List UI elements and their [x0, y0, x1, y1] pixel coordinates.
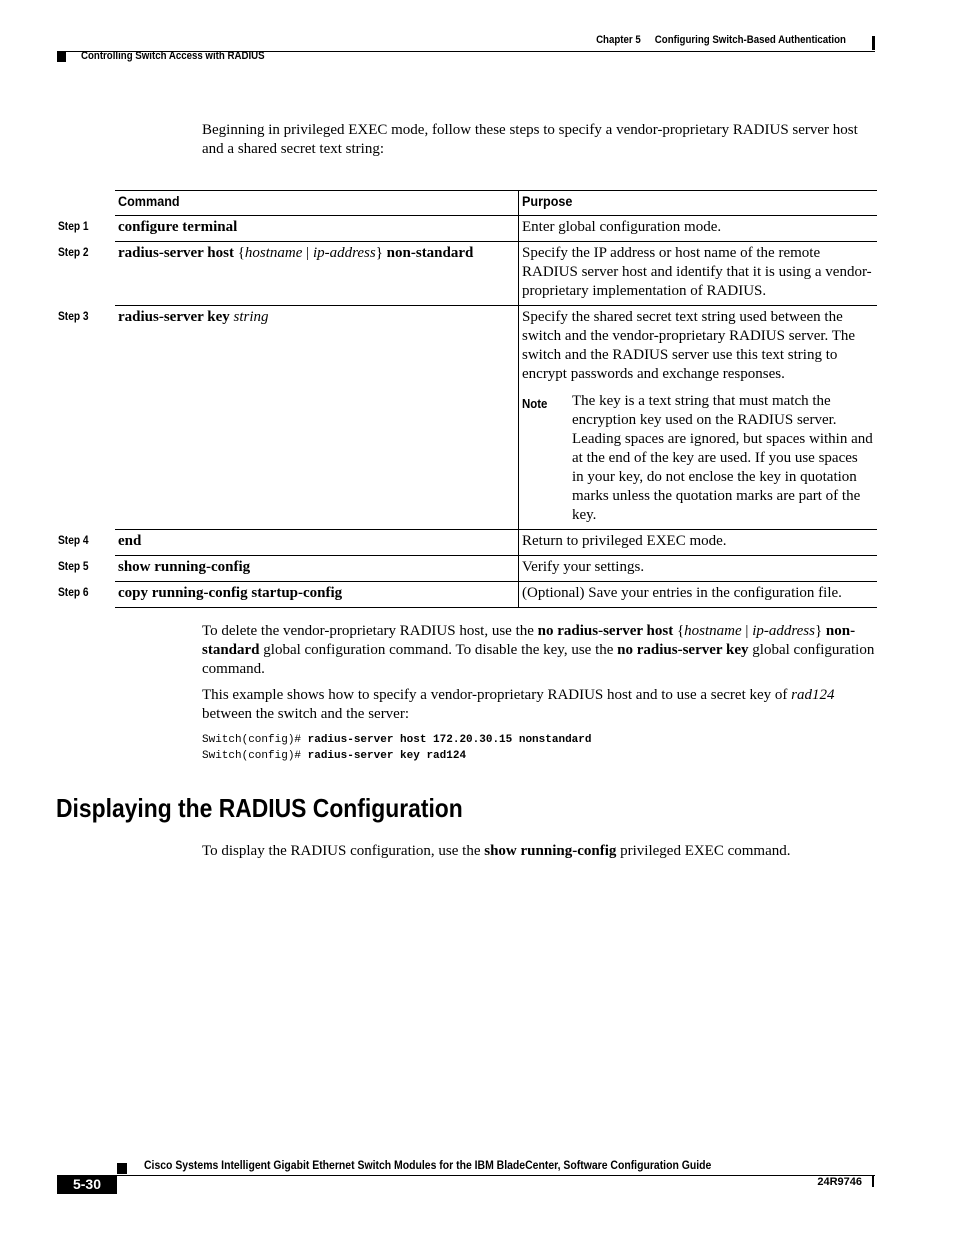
footer-marker [117, 1163, 127, 1174]
purpose-text: Return to privileged EXEC mode. [522, 533, 727, 549]
section-heading: Displaying the RADIUS Configuration [56, 793, 463, 823]
table-row [58, 529, 877, 555]
chapter-number: Chapter 5 [596, 34, 641, 46]
column-header-command: Command [118, 193, 180, 209]
header-marker [57, 51, 66, 62]
step-label: Step 4 [58, 533, 89, 547]
table-bottom-rule [115, 607, 877, 608]
table-header-row [115, 190, 877, 215]
display-paragraph: To display the RADIUS configuration, use the show running-config privileged EXEC command. [202, 843, 791, 859]
column-header-purpose: Purpose [522, 193, 573, 209]
example-paragraph: This example shows how to specify a vendor-proprietary RADIUS host and to use a secret key of rad124 between the switch and the server: [202, 687, 835, 722]
running-header-section: Controlling Switch Access with RADIUS [81, 50, 265, 62]
page-number: 5-30 [57, 1175, 117, 1194]
footer-title: Cisco Systems Intelligent Gigabit Ethernet Switch Modules for the IBM BladeCenter, Software Configuration Guide [144, 1158, 712, 1172]
purpose-text: Verify your settings. [522, 559, 645, 575]
step-label: Step 5 [58, 559, 89, 573]
purpose-text: Specify the shared secret text string used between the switch and the vendor-proprietary RADIUS server. The switch and the RADIUS server use this text string to encrypt passwords and exchange responses. [522, 309, 856, 382]
step-label: Step 6 [58, 585, 89, 599]
command-text: copy running-config startup-config [118, 585, 343, 601]
chapter-title: Configuring Switch-Based Authentication [654, 34, 846, 46]
note-label: Note [522, 396, 548, 411]
command-text: radius-server key string [115, 306, 519, 529]
step-label: Step 2 [58, 245, 89, 259]
delete-paragraph: To delete the vendor-proprietary RADIUS host, use the no radius-server host {hostname | ip-address} non-standard global configuration command. To disable the key, use the no radius-server key global configuration command. [202, 623, 875, 677]
header-bar [872, 36, 875, 50]
command-table [58, 190, 877, 608]
purpose-text: Specify the IP address or host name of the remote RADIUS server host and identify that it is using a vendor-proprietary implementation of RADIUS. [522, 245, 872, 299]
document-number: 24R9746 [817, 1176, 862, 1188]
code-line: Switch(config)# radius-server host 172.20.30.15 nonstandard [202, 734, 592, 746]
purpose-text: Enter global configuration mode. [522, 219, 722, 235]
note [522, 392, 873, 525]
command-text: end [118, 533, 142, 549]
intro-paragraph: Beginning in privileged EXEC mode, follow these steps to specify a vendor-proprietary RADIUS server host and a shared secret text string: [202, 122, 858, 157]
footer-bar [872, 1175, 874, 1187]
step-label: Step 3 [58, 309, 89, 323]
purpose-text: (Optional) Save your entries in the configuration file. [522, 585, 842, 601]
table-row [58, 215, 877, 241]
table-row [58, 555, 877, 581]
command-text: show running-config [118, 559, 251, 575]
table-row [58, 241, 877, 305]
note-text: The key is a text string that must match the encryption key used on the RADIUS server. Leading spaces are ignored, but spaces within and at the end of the key are used. If you use spaces in your key, do not enclose the key in quotation marks unless the quotation marks are part of the key. [572, 393, 873, 523]
code-line: Switch(config)# radius-server key rad124 [202, 750, 467, 762]
command-text: configure terminal [118, 219, 238, 235]
step-label: Step 1 [58, 219, 89, 233]
table-row [58, 581, 877, 607]
table-row [58, 305, 877, 529]
footer-rule [57, 1175, 875, 1176]
command-text: radius-server host {hostname | ip-address} non-standard [115, 242, 519, 305]
running-header-chapter [596, 34, 846, 46]
